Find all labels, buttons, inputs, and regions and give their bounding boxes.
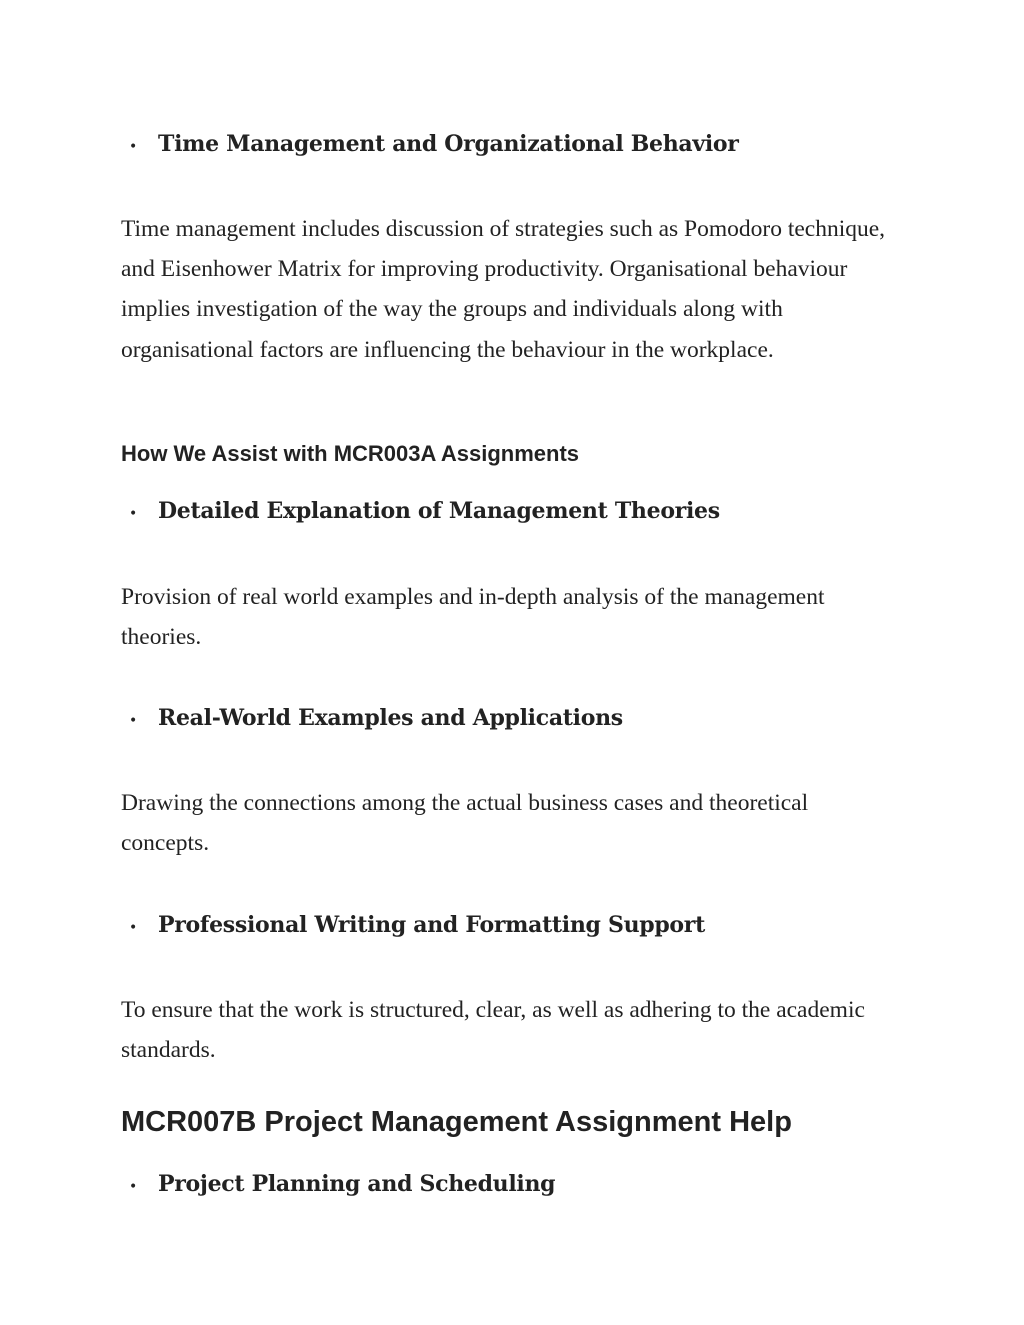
list-item [121, 1171, 555, 1197]
list-item [121, 912, 705, 938]
list-item [121, 131, 739, 157]
paragraph: Drawing the connections among the actual business cases and theoretical concepts. [121, 790, 809, 857]
list-item [121, 498, 720, 524]
bullet-icon: • [129, 506, 137, 522]
list-item [121, 705, 623, 731]
list-item-title: Professional Writing and Formatting Support [158, 912, 705, 938]
section-heading-large: MCR007B Project Management Assignment Help [121, 1106, 792, 1138]
section-heading: How We Assist with MCR003A Assignments [121, 441, 580, 466]
list-item-title: Real-World Examples and Applications [158, 705, 623, 731]
paragraph: Provision of real world examples and in-depth analysis of the management theories. [121, 584, 825, 651]
bullet-icon: • [129, 920, 137, 936]
bullet-icon: • [129, 139, 137, 155]
list-item-title: Project Planning and Scheduling [158, 1171, 556, 1197]
list-item-title: Time Management and Organizational Behavior [158, 131, 739, 157]
list-item-title: Detailed Explanation of Management Theories [158, 498, 720, 524]
paragraph: To ensure that the work is structured, clear, as well as adhering to the academic standards. [121, 997, 865, 1064]
bullet-icon: • [129, 713, 137, 729]
bullet-icon: • [129, 1179, 137, 1195]
paragraph: Time management includes discussion of strategies such as Pomodoro technique, and Eisenhower Matrix for improving productivity. Organisational behaviour implies investigation of the way the groups and individuals along with organisational factors are influencing the behaviour in the workplace. [121, 216, 886, 363]
